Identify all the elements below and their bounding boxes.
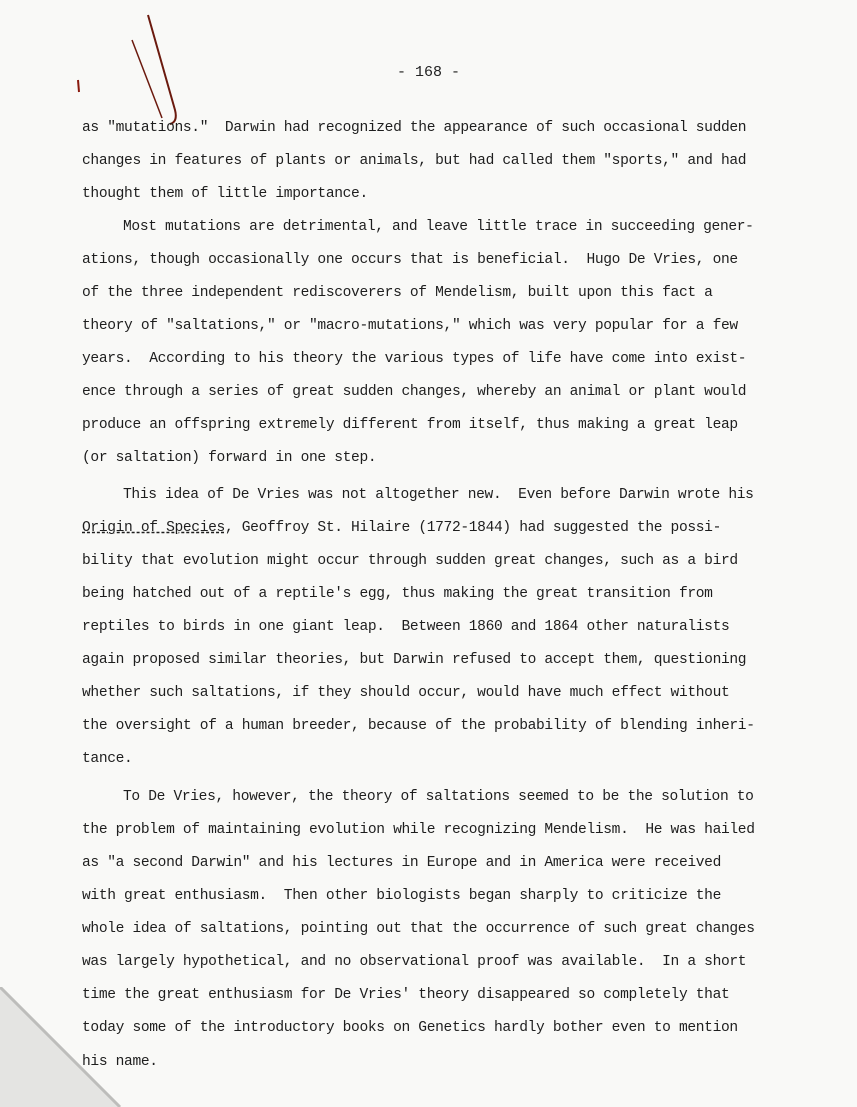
text-line: (or saltation) forward in one step. [82,450,377,466]
book-title: Origin of Species [82,520,225,536]
text-line: again proposed similar theories, but Darwin refused to accept them, questioning [82,652,747,668]
text-line: years. According to his theory the various types of life have come into exist- [82,351,747,367]
paper-fold-shadow [0,987,130,1107]
text-line: reptiles to birds in one giant leap. Between 1860 and 1864 other naturalists [82,619,730,635]
text-line: time the great enthusiasm for De Vries' theory disappeared so completely that [82,987,730,1003]
page-number: - 168 - [396,64,460,81]
text-line: with great enthusiasm. Then other biologists began sharply to criticize the [82,888,721,904]
text-line: as "a second Darwin" and his lectures in Europe and in America were received [82,855,721,871]
text-line: being hatched out of a reptile's egg, thus making the great transition from [82,586,713,602]
text-line: bility that evolution might occur through sudden great changes, such as a bird [82,553,738,569]
text-line: produce an offspring extremely different from itself, thus making a great leap [82,417,738,433]
text-line: changes in features of plants or animals, but had called them "sports," and had [82,153,747,169]
text-line: whether such saltations, if they should occur, would have much effect without [82,685,730,701]
text-line: as "mutations." Darwin had recognized the appearance of such occasional sudden [82,120,747,136]
text-line: today some of the introductory books on Genetics hardly bother even to mention [82,1020,738,1036]
text-line: tance. [82,751,133,767]
text-line: the problem of maintaining evolution while recognizing Mendelism. He was hailed [82,822,755,838]
text-line: theory of "saltations," or "macro-mutations," which was very popular for a few [82,318,738,334]
text-line: ations, though occasionally one occurs that is beneficial. Hugo De Vries, one [82,252,738,268]
text-line: thought them of little importance. [82,186,368,202]
text-line: the oversight of a human breeder, because of the probability of blending inheri- [82,718,755,734]
text-line: This idea of De Vries was not altogether new. Even before Darwin wrote his [123,487,754,503]
text-line: whole idea of saltations, pointing out that the occurrence of such great changes [82,921,755,937]
text-line: To De Vries, however, the theory of saltations seemed to be the solution to [123,789,754,805]
text-line: Origin of Species, Geoffroy St. Hilaire (1772-1844) had suggested the possi- [82,520,721,536]
text-line: of the three independent rediscoverers of Mendelism, built upon this fact a [82,285,713,301]
text-line: ence through a series of great sudden changes, whereby an animal or plant would [82,384,747,400]
text-line: Most mutations are detrimental, and leave little trace in succeeding gener- [123,219,754,235]
text-line: was largely hypothetical, and no observational proof was available. In a short [82,954,747,970]
text-line: his name. [82,1054,158,1070]
